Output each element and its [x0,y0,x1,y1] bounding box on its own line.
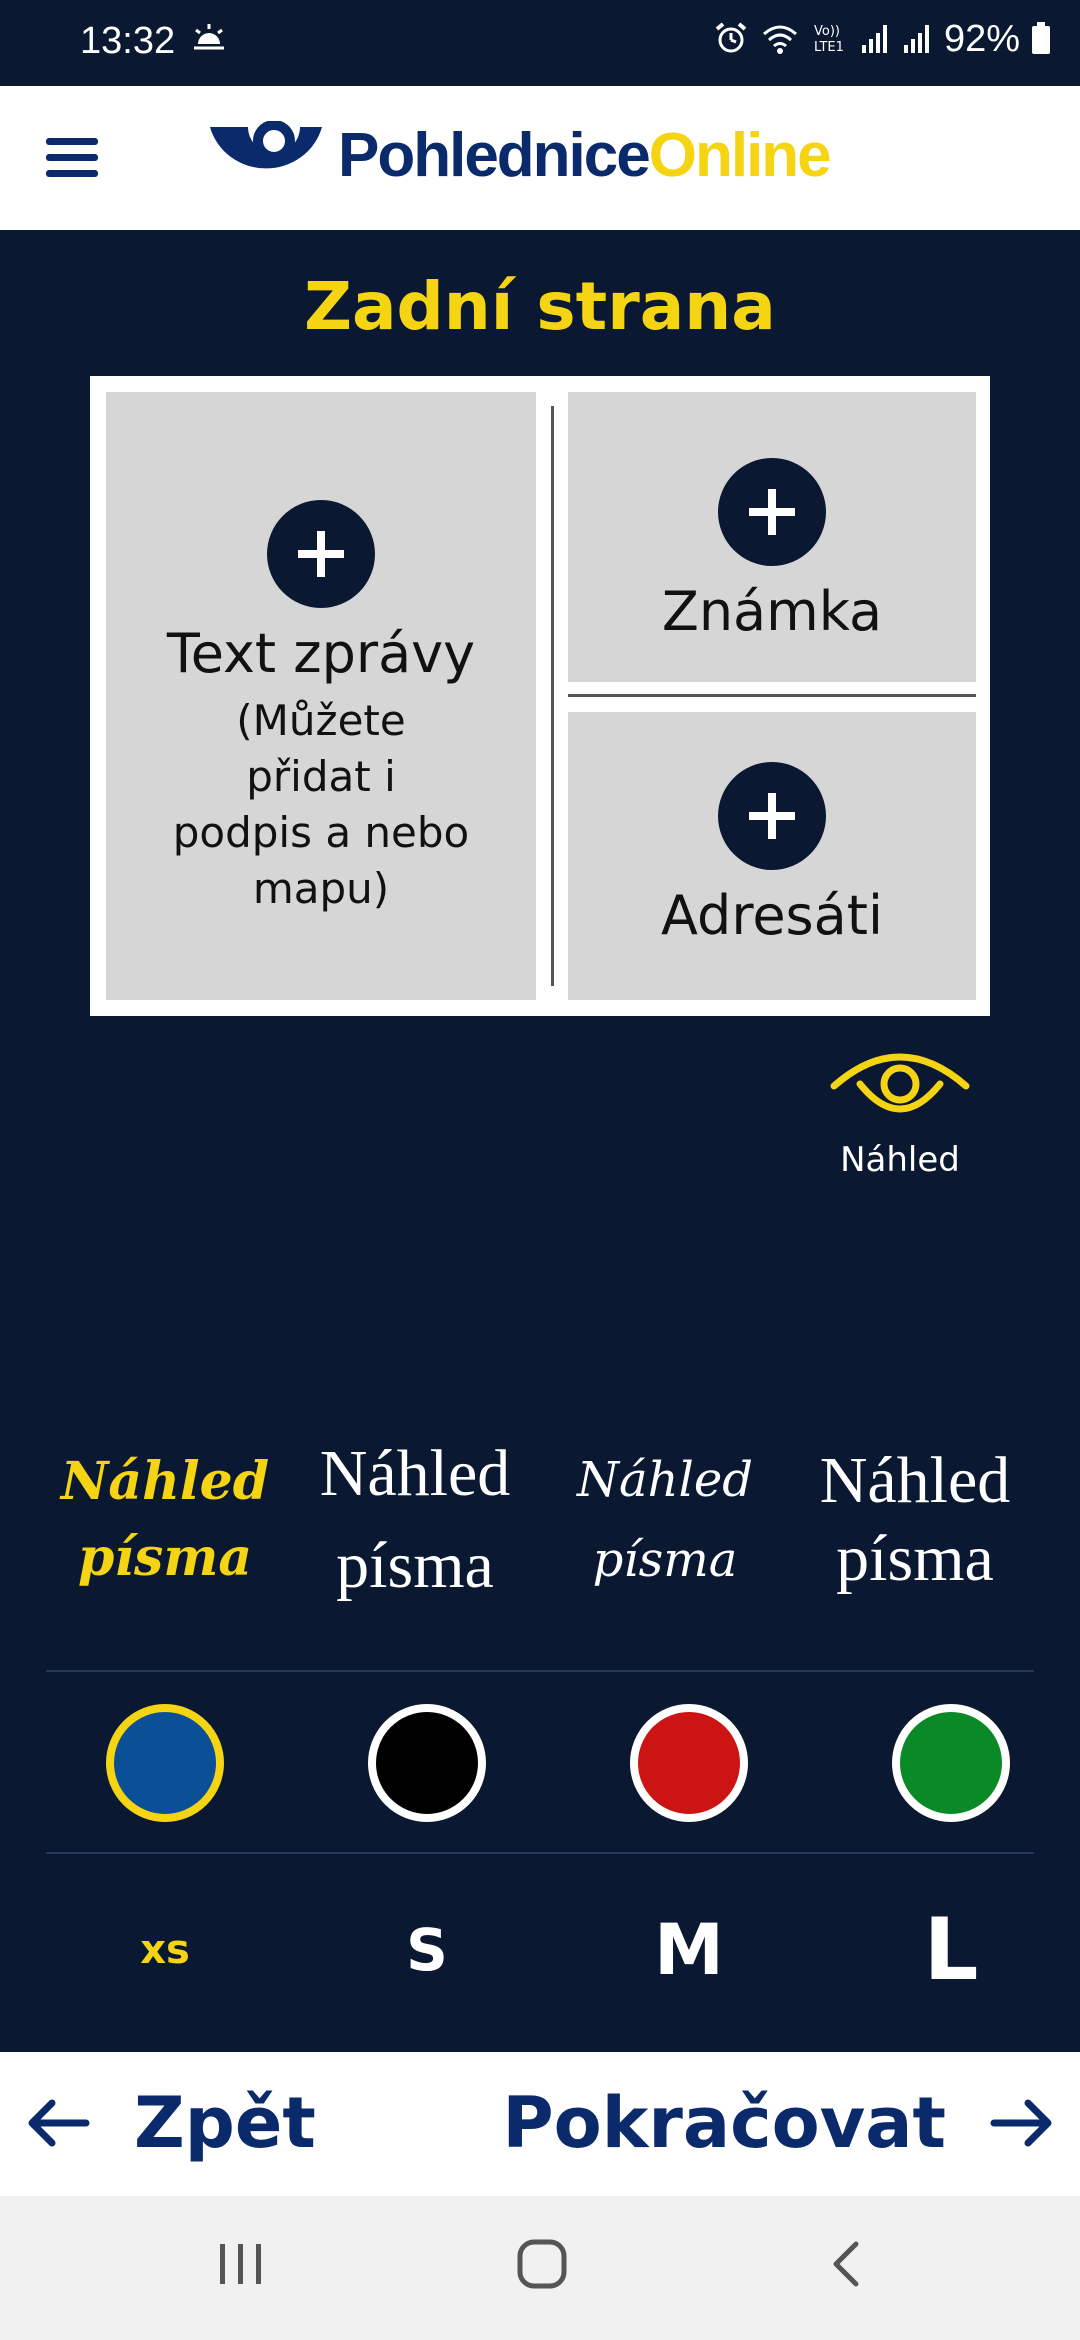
post-horn-logo-icon [208,121,324,191]
svg-text:LTE1: LTE1 [813,39,844,55]
arrow-left-icon [26,2098,90,2148]
plus-icon [267,500,375,608]
signal-icon-2 [902,23,932,57]
add-recipients-slot[interactable] [568,712,976,1000]
color-swatch-blue[interactable] [106,1704,224,1822]
home-icon[interactable] [514,2236,570,2296]
battery-percent: 92% [943,18,1020,60]
font-option-4[interactable]: Náhled písma [819,1444,1011,1595]
continue-button[interactable] [502,2082,1054,2164]
add-message-slot[interactable] [106,392,536,1000]
volte-icon [812,21,848,59]
font-picker [40,1380,1040,1660]
divider [46,1670,1034,1672]
signal-icon-1 [860,23,890,57]
plus-icon [718,762,826,870]
size-option-xs[interactable]: xs [140,1927,190,1973]
add-stamp-slot[interactable] [568,392,976,682]
size-option-l[interactable]: L [923,1900,979,2000]
status-bar [0,0,1080,86]
vertical-divider [551,406,554,986]
size-option-m[interactable]: M [654,1909,724,1991]
weather-icon [192,22,226,56]
logo-text: PohledniceOnline [338,121,830,190]
svg-text:Vo)): Vo)) [813,23,840,39]
recent-apps-icon[interactable] [216,2236,266,2296]
color-swatch-green[interactable] [892,1704,1010,1822]
size-picker [40,1880,1040,2020]
status-time: 13:32 [80,20,176,62]
preview-label: Náhled [840,1140,960,1180]
app-header [0,86,1080,230]
preview-button[interactable] [820,1046,980,1180]
recipients-label: Adresáti [661,884,883,947]
color-swatch-black[interactable] [368,1704,486,1822]
plus-icon [718,458,826,566]
horizontal-divider [568,694,976,697]
color-swatch-red[interactable] [630,1704,748,1822]
color-picker [40,1700,1040,1830]
stamp-label: Známka [661,580,883,643]
font-option-1[interactable]: Náhled písma [60,1451,270,1588]
battery-icon [1032,22,1050,58]
font-option-3[interactable]: Náhled písma [576,1452,753,1588]
postcard-back [90,376,990,1016]
size-option-s[interactable]: S [406,1916,448,1984]
hamburger-menu-icon[interactable] [46,138,98,178]
alarm-icon [714,21,748,59]
divider [46,1852,1034,1854]
back-button[interactable] [26,2082,316,2164]
message-label: Text zprávy [166,622,476,685]
font-option-2[interactable]: Náhled písma [319,1437,511,1602]
continue-label: Pokračovat [502,2082,946,2164]
message-hint: (Můžete přidat i podpis a nebo mapu) [172,696,470,913]
wifi-icon [760,22,800,58]
system-back-icon[interactable] [826,2236,866,2296]
status-icons [714,18,1050,61]
page-title: Zadní strana [304,268,776,345]
bottom-navigation [0,2052,1080,2196]
arrow-right-icon [990,2098,1054,2148]
eye-icon [830,1046,970,1126]
system-navigation-bar [0,2196,1080,2340]
logo [208,120,830,191]
back-label: Zpět [134,2082,316,2164]
